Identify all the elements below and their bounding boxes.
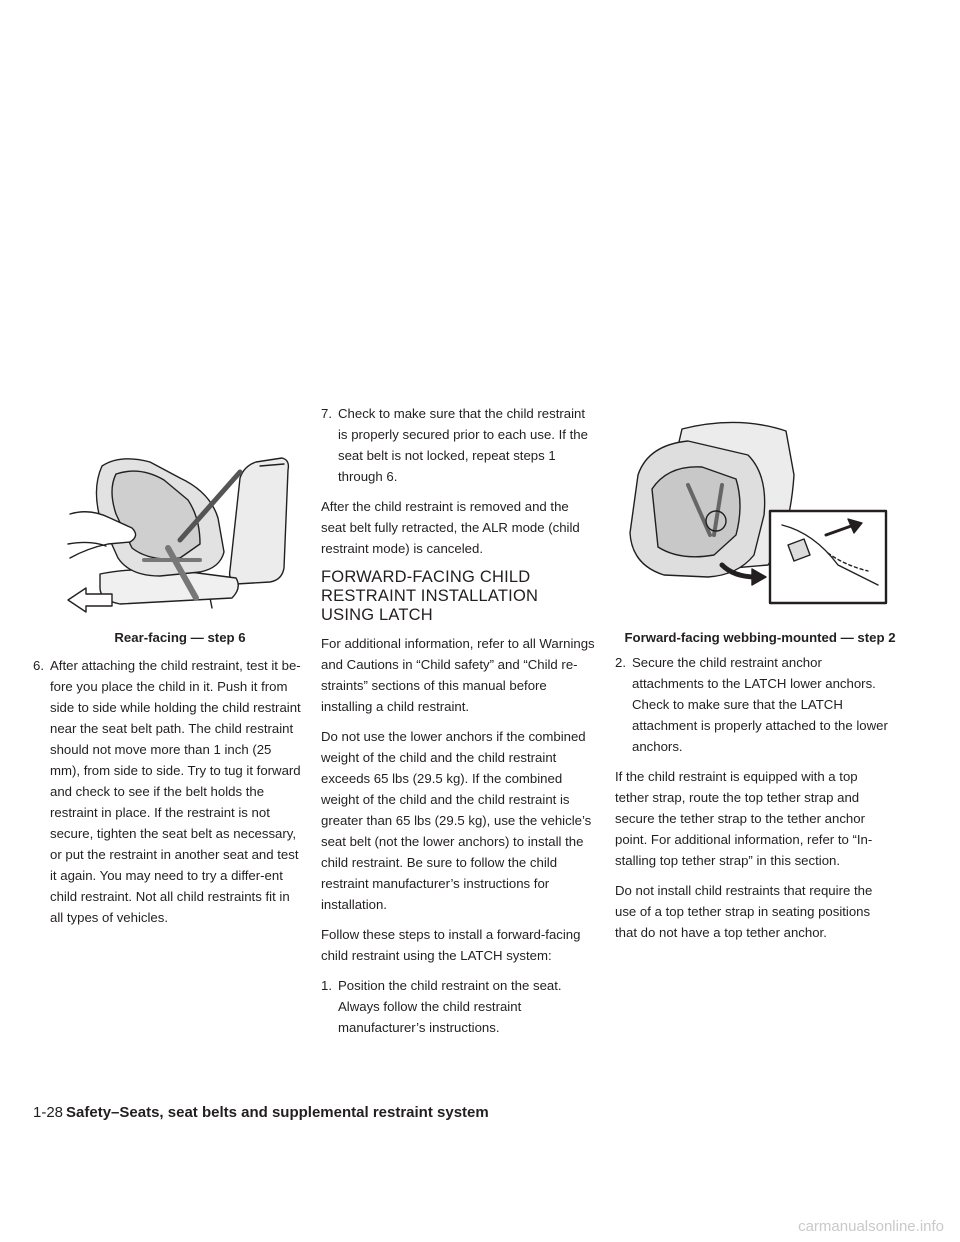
warnings-paragraph: For additional information, refer to all Warnings and Cautions in “Child safety” and “Child re-straints” sections of this manual before installing a child restraint. [321, 636, 595, 714]
step-text: Position the child restraint on the seat. Always follow the child restraint manufacturer’s instructions. [338, 978, 562, 1035]
step-1 [321, 975, 595, 1038]
step-text: Check to make sure that the child restraint is properly secured prior to each use. If the seat belt is not locked, repeat steps 1 through 6. [338, 406, 588, 484]
page-footer [33, 1104, 489, 1121]
tether-paragraph: If the child restraint is equipped with a top tether strap, route the top tether strap and secure the tether strap to the tether anchor point. For additional information, refer to “In-stalling top tether strap” in this section. [615, 769, 873, 868]
forward-facing-child-seat-illustration [618, 415, 890, 605]
step-number: 6. [33, 658, 44, 673]
alr-paragraph: After the child restraint is removed and the seat belt fully retracted, the ALR mode (child restraint mode) is canceled. [321, 499, 580, 556]
column-left [33, 655, 305, 937]
column-right [615, 652, 895, 952]
step-number: 1. [321, 978, 332, 993]
figure-caption-rear-facing: Rear-facing — step 6 [114, 630, 246, 645]
section-title: Safety–Seats, seat belts and supplemental restraint system [66, 1104, 489, 1121]
step-number: 2. [615, 655, 626, 670]
step-number: 7. [321, 406, 332, 421]
watermark: carmanualsonline.info [798, 1218, 944, 1235]
page-number: 1-28 [33, 1104, 64, 1121]
step-text: After attaching the child restraint, test it be-fore you place the child in it. Push it from side to side while holding the child restraint near the seat belt path. The child restraint should not move more than 1 inch (25 mm), from side to side. Try to tug it forward and check to see if the belt holds the restraint in place. If the restraint is not secure, tighten the seat belt as necessary, or put the restraint in another seat and test it again. You may need to try a differ-ent child restraint. Not all child restraints fit in all types of vehicles. [50, 658, 301, 925]
figure-caption-forward-facing: Forward-facing webbing-mounted — step 2 [624, 630, 896, 645]
column-middle [321, 403, 595, 1047]
no-anchor-paragraph: Do not install child restraints that require the use of a top tether strap in seating positions that do not have a top tether anchor. [615, 883, 873, 940]
step-7 [321, 403, 595, 487]
weight-limit-paragraph: Do not use the lower anchors if the combined weight of the child and the child restraint exceeds 65 lbs (29.5 kg). If the combined weight of the child and the child restraint is greater than 65 lbs (29.5 kg), use the vehicle’s seat belt (not the lower anchors) to install the child restraint. Be sure to follow the child restraint manufacturer’s instructions for installation. [321, 729, 592, 912]
follow-steps-paragraph: Follow these steps to install a forward-facing child restraint using the LATCH system: [321, 927, 581, 963]
section-heading: FORWARD-FACING CHILD RESTRAINT INSTALLATION USING LATCH [321, 568, 539, 624]
step-text: Secure the child restraint anchor attachments to the LATCH lower anchors. Check to make sure that the LATCH attachment is properly attached to the lower anchors. [632, 655, 888, 754]
step-2 [615, 652, 895, 757]
step-6 [33, 655, 305, 928]
rear-facing-child-seat-illustration [60, 448, 300, 628]
